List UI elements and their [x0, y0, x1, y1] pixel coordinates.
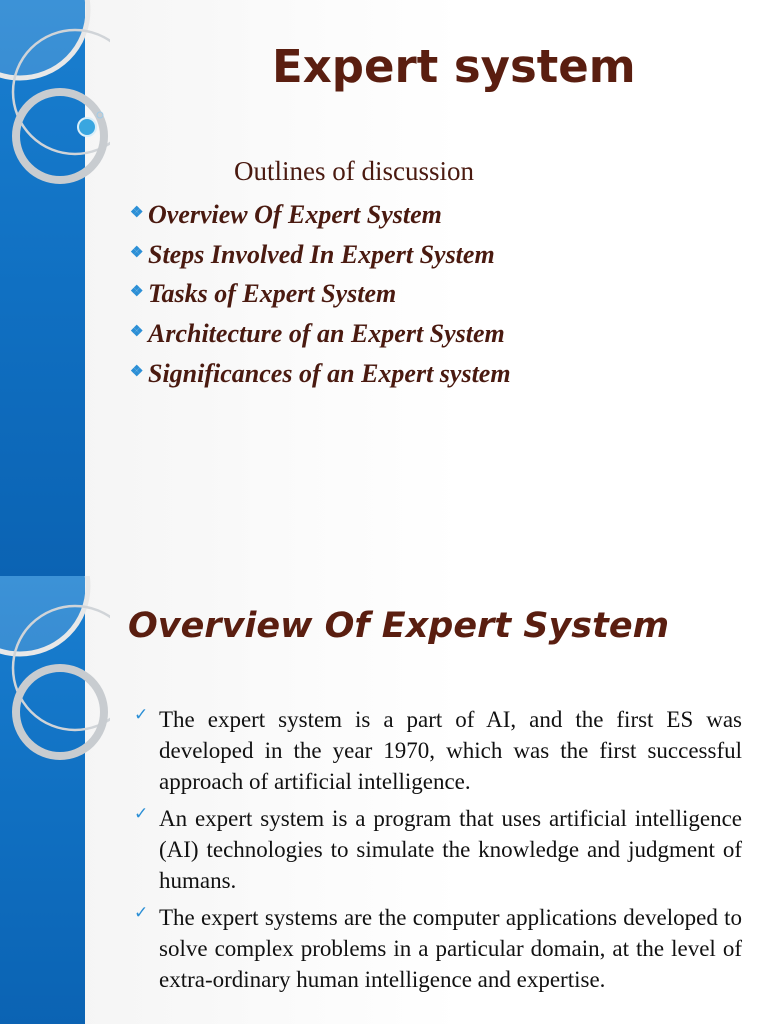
list-item [130, 234, 511, 274]
list-item-text: The expert system is a part of AI, and the first ES was developed in the year 1970, which was the first successful approach of artificial intelligence. [159, 707, 742, 794]
diamond-bullet-icon: ❖ [130, 205, 144, 221]
list-item [134, 803, 742, 896]
list-item-text: An expert system is a program that uses artificial intelligence (AI) technologies to simulate the knowledge and judgment of humans. [159, 806, 742, 893]
list-item [130, 353, 511, 393]
list-item-label: Tasks of Expert System [148, 279, 397, 309]
checkmark-bullet-icon: ✓ [134, 705, 149, 725]
slide-2 [0, 576, 768, 1024]
list-item-label: Architecture of an Expert System [148, 319, 505, 349]
list-item-label: Steps Involved In Expert System [148, 239, 495, 269]
checkmark-bullet-icon: ✓ [134, 903, 149, 923]
list-item [130, 273, 511, 313]
diamond-bullet-icon: ❖ [130, 284, 144, 301]
circle-decoration-icon [0, 576, 110, 776]
list-item [134, 902, 742, 995]
diamond-bullet-icon: ❖ [130, 324, 144, 341]
decorative-sidebar [0, 0, 85, 576]
outline-list [130, 194, 511, 392]
circle-decoration-icon [0, 0, 110, 200]
slide-title: Overview Of Expert System [128, 606, 670, 646]
list-item-label: Significances of an Expert system [148, 358, 511, 388]
list-item-label: Overview Of Expert System [148, 200, 442, 229]
list-item-text: The expert systems are the computer applications developed to solve complex problems in a particular domain, at the level of extra-ordinary human intelligence and expertise. [159, 905, 742, 992]
list-item [130, 313, 511, 353]
diamond-bullet-icon: ❖ [130, 244, 144, 261]
diamond-bullet-icon: ❖ [130, 363, 144, 380]
slide-title: Expert system [272, 40, 636, 93]
list-item [134, 704, 742, 797]
bullet-list [134, 704, 742, 1001]
decorative-sidebar [0, 576, 85, 1024]
checkmark-bullet-icon: ✓ [134, 804, 149, 824]
list-item [130, 194, 511, 234]
outline-subtitle: Outlines of discussion [234, 156, 474, 186]
